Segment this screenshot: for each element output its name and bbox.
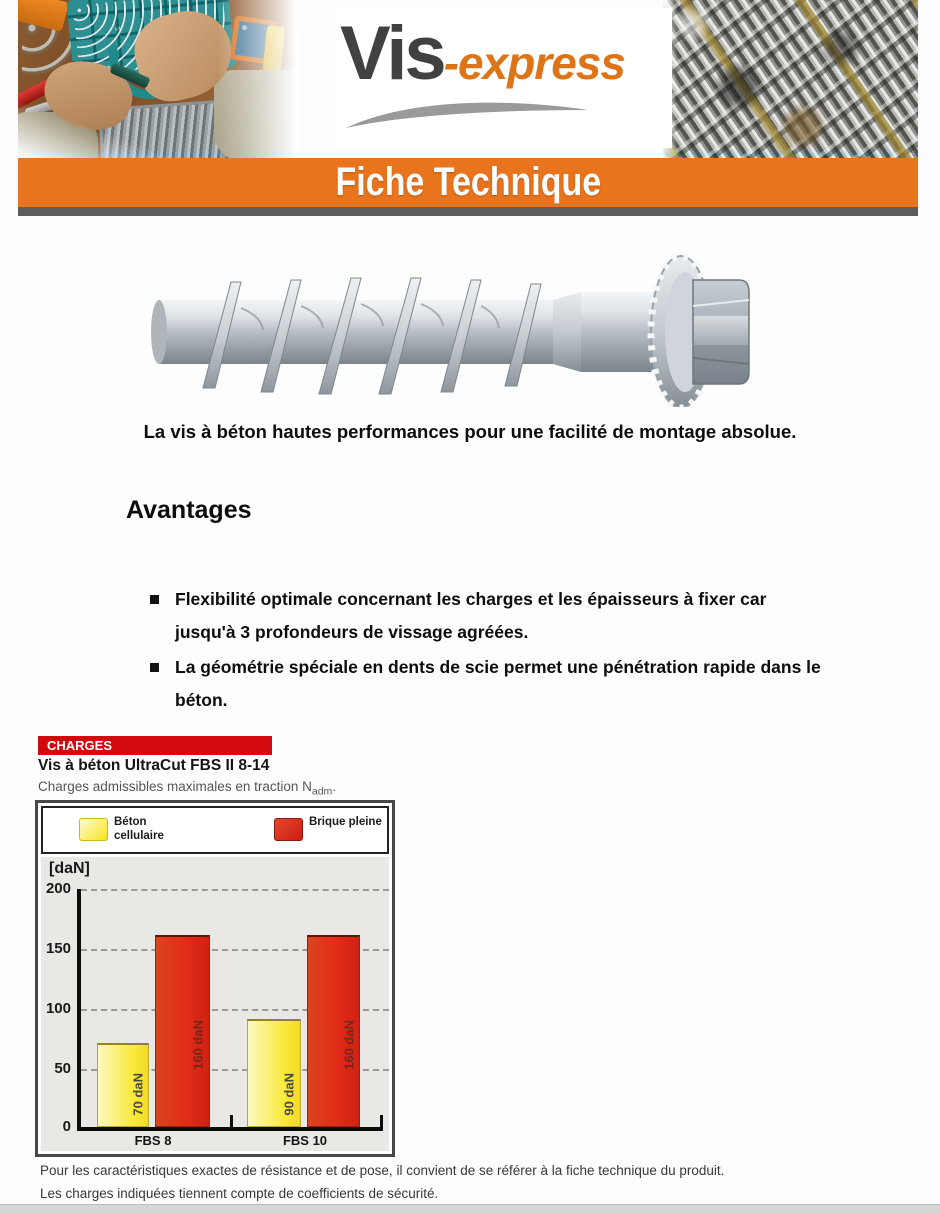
workbench-photo (18, 0, 302, 158)
logo-text-vis: Vis (340, 11, 444, 96)
x-tick (230, 1115, 233, 1127)
x-category-label: FBS 10 (282, 1133, 328, 1148)
subtitle-subscript: adm (311, 785, 333, 798)
product-name: Vis à béton UltraCut FBS II 8-14 (38, 757, 270, 774)
advantages-heading: Avantages (126, 496, 252, 524)
load-chart (35, 800, 395, 1157)
y-axis-line (77, 889, 81, 1129)
photo-fade-overlay (662, 0, 918, 158)
y-tick-label: 200 (45, 880, 71, 897)
subtitle-period: . (332, 779, 337, 794)
banner-title: Fiche Technique (335, 160, 601, 204)
list-item-text: Flexibilité optimale concernant les charges et les épaisseurs à fixer car jusqu'à 3 profondeurs de vissage agréées. (175, 589, 767, 642)
advantages-list (150, 583, 822, 719)
divider-bar (18, 207, 918, 216)
x-category-label: FBS 8 (134, 1133, 172, 1148)
y-tick-label: 0 (62, 1118, 71, 1135)
photo-fade-overlay (18, 0, 302, 158)
charges-section-banner: CHARGES (38, 736, 272, 755)
bottom-strip (0, 1204, 940, 1214)
gridline-200 (81, 889, 389, 891)
x-axis-line (77, 1127, 383, 1131)
square-bullet-icon (150, 595, 159, 604)
screw-pile-photo (662, 0, 918, 158)
vis-express-logo (332, 8, 672, 148)
logo-swoosh (342, 94, 592, 134)
subtitle-text: Charges admissibles maximales en traction N (38, 779, 312, 794)
list-item-text: La géométrie spéciale en dents de scie permet une pénétration rapide dans le béton. (175, 657, 821, 710)
logo-text-express: -express (443, 37, 625, 89)
bar-fbs10-brique-pleine (307, 935, 360, 1127)
y-tick-label: 150 (45, 940, 71, 957)
y-tick-label: 50 (54, 1060, 71, 1077)
y-tick-label: 100 (45, 1000, 71, 1017)
footer-note-line2: Les charges indiquées tiennent compte de coefficients de sécurité. (40, 1186, 439, 1201)
bar-value-label: 160 daN (341, 1020, 356, 1070)
legend-label: Béton cellulaire (114, 816, 164, 842)
bar-fbs8-beton-cellulaire (97, 1043, 149, 1127)
product-tagline: La vis à béton hautes performances pour une facilité de montage absolue. (143, 421, 797, 442)
bar-value-label: 70 daN (130, 1073, 146, 1116)
legend-swatch-red (274, 818, 303, 841)
bar-fbs10-beton-cellulaire (247, 1019, 301, 1127)
x-tick (380, 1115, 383, 1127)
footer-note-line1: Pour les caractéristiques exactes de résistance et de pose, il convient de se référer à la fiche technique du produit. (40, 1163, 725, 1178)
legend-label: Brique pleine (309, 816, 382, 828)
chart-legend (41, 806, 389, 854)
list-item (150, 651, 822, 717)
chart-subtitle (38, 779, 336, 798)
bar-fbs8-brique-pleine (155, 935, 210, 1127)
legend-swatch-yellow (79, 818, 108, 841)
y-axis-unit-label: [daN] (49, 860, 90, 877)
concrete-screw-image (145, 242, 755, 407)
bar-value-label: 90 daN (281, 1073, 297, 1116)
square-bullet-icon (150, 663, 159, 672)
fiche-technique-banner (18, 158, 918, 207)
chart-plot-area (41, 857, 389, 1151)
list-item (150, 583, 822, 649)
bar-value-label: 160 daN (190, 1020, 205, 1070)
